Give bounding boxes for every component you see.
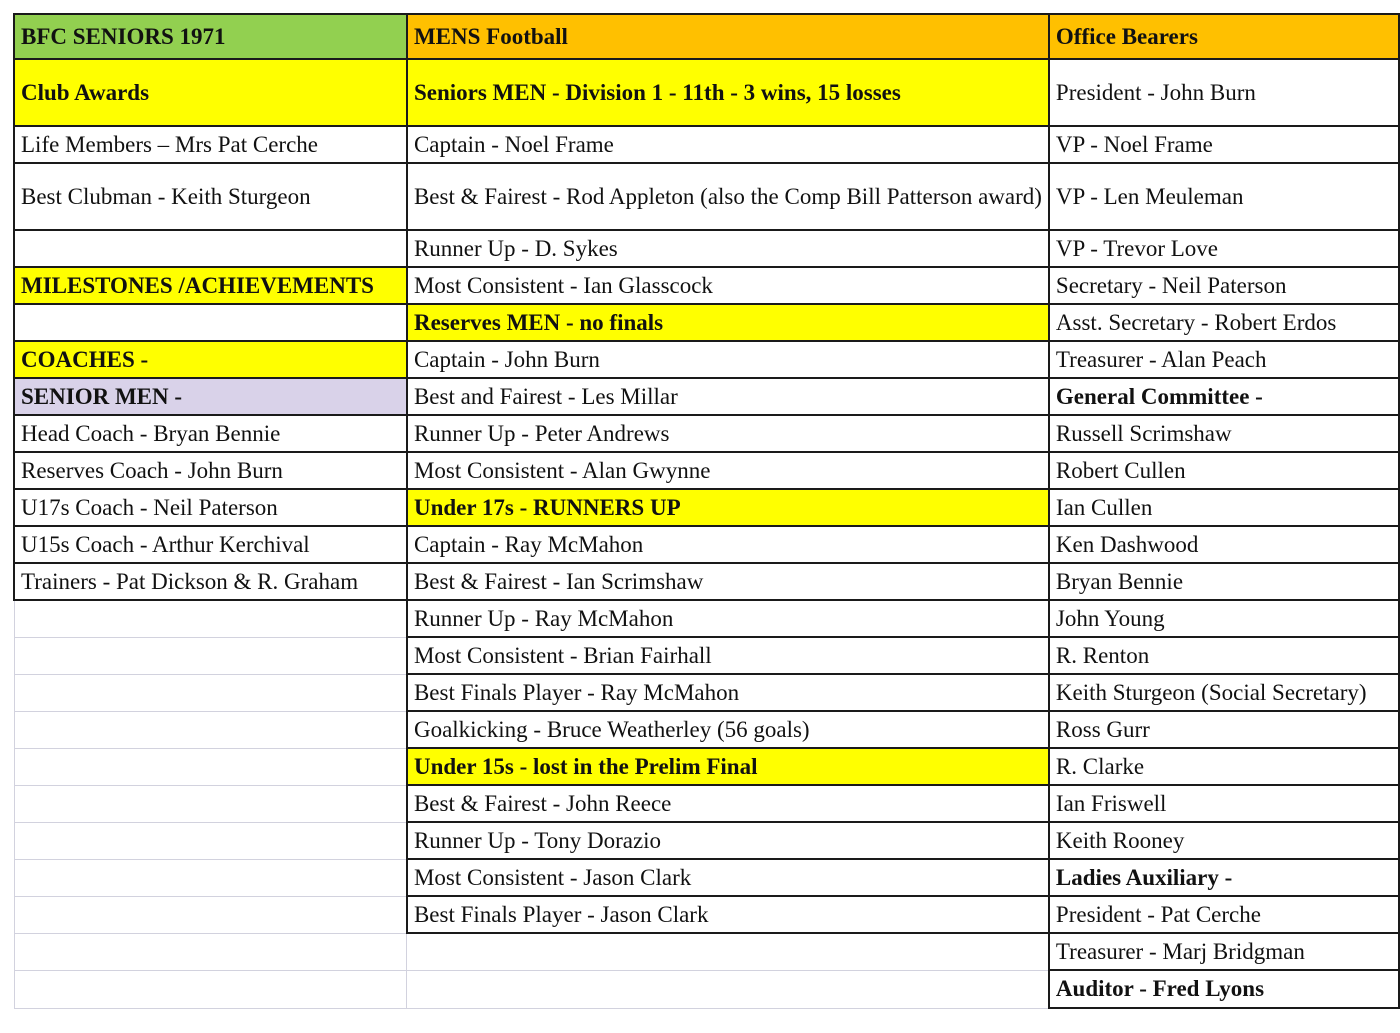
table-cell[interactable]: Runner Up - D. Sykes	[407, 230, 1049, 267]
table-cell[interactable]	[14, 748, 407, 785]
table-row	[14, 637, 1399, 674]
table-cell[interactable]: Bryan Bennie	[1049, 563, 1399, 600]
table-row	[14, 304, 1399, 341]
table-row	[14, 674, 1399, 711]
table-cell[interactable]: Ross Gurr	[1049, 711, 1399, 748]
table-row	[14, 415, 1399, 452]
table-cell[interactable]	[407, 933, 1049, 970]
table-row	[14, 785, 1399, 822]
table-row	[14, 600, 1399, 637]
table-cell[interactable]: U15s Coach - Arthur Kerchival	[14, 526, 407, 563]
table-cell[interactable]	[14, 637, 407, 674]
table-cell[interactable]: Ian Cullen	[1049, 489, 1399, 526]
table-cell[interactable]: Under 15s - lost in the Prelim Final	[407, 748, 1049, 785]
spreadsheet-body	[14, 14, 1399, 1008]
table-row	[14, 711, 1399, 748]
table-row	[14, 896, 1399, 933]
table-cell[interactable]: MILESTONES /ACHIEVEMENTS	[14, 267, 407, 304]
table-cell[interactable]: Treasurer - Marj Bridgman	[1049, 933, 1399, 970]
table-cell[interactable]: Best & Fairest - Ian Scrimshaw	[407, 563, 1049, 600]
table-cell[interactable]: Ian Friswell	[1049, 785, 1399, 822]
table-cell[interactable]: Most Consistent - Jason Clark	[407, 859, 1049, 896]
table-row	[14, 933, 1399, 970]
table-cell[interactable]: Most Consistent - Alan Gwynne	[407, 452, 1049, 489]
table-cell[interactable]: Best Finals Player - Jason Clark	[407, 896, 1049, 933]
table-cell[interactable]: Runner Up - Tony Dorazio	[407, 822, 1049, 859]
table-cell[interactable]: VP - Len Meuleman	[1049, 163, 1399, 230]
table-cell[interactable]	[14, 785, 407, 822]
table-cell[interactable]: Best & Fairest - Rod Appleton (also the Comp Bill Patterson award)	[407, 163, 1049, 230]
table-cell[interactable]	[14, 896, 407, 933]
table-cell[interactable]: Best Clubman - Keith Sturgeon	[14, 163, 407, 230]
table-cell[interactable]	[14, 674, 407, 711]
header-cell-1[interactable]: BFC SENIORS 1971	[14, 14, 407, 59]
table-cell[interactable]: Asst. Secretary - Robert Erdos	[1049, 304, 1399, 341]
table-row	[14, 748, 1399, 785]
table-cell[interactable]: Secretary - Neil Paterson	[1049, 267, 1399, 304]
table-row	[14, 452, 1399, 489]
table-cell[interactable]: Head Coach - Bryan Bennie	[14, 415, 407, 452]
table-cell[interactable]: Keith Sturgeon (Social Secretary)	[1049, 674, 1399, 711]
table-cell[interactable]: COACHES -	[14, 341, 407, 378]
table-cell[interactable]: President - John Burn	[1049, 59, 1399, 126]
table-cell[interactable]: Treasurer - Alan Peach	[1049, 341, 1399, 378]
table-cell[interactable]	[14, 933, 407, 970]
table-cell[interactable]: Russell Scrimshaw	[1049, 415, 1399, 452]
table-row	[14, 59, 1399, 126]
table-row	[14, 341, 1399, 378]
table-cell[interactable]: Captain - Noel Frame	[407, 126, 1049, 163]
table-cell[interactable]: Captain - Ray McMahon	[407, 526, 1049, 563]
table-cell[interactable]: Under 17s - RUNNERS UP	[407, 489, 1049, 526]
table-cell[interactable]: U17s Coach - Neil Paterson	[14, 489, 407, 526]
table-cell[interactable]	[14, 600, 407, 637]
header-cell-2[interactable]: MENS Football	[407, 14, 1049, 59]
table-cell[interactable]	[14, 970, 407, 1008]
table-cell[interactable]: General Committee -	[1049, 378, 1399, 415]
table-cell[interactable]: SENIOR MEN -	[14, 378, 407, 415]
table-cell[interactable]: Reserves Coach - John Burn	[14, 452, 407, 489]
table-cell[interactable]: Best and Fairest - Les Millar	[407, 378, 1049, 415]
table-row	[14, 163, 1399, 230]
table-row	[14, 859, 1399, 896]
table-cell[interactable]: Club Awards	[14, 59, 407, 126]
table-cell[interactable]: Best Finals Player - Ray McMahon	[407, 674, 1049, 711]
table-cell[interactable]: Reserves MEN - no finals	[407, 304, 1049, 341]
table-row	[14, 126, 1399, 163]
table-cell[interactable]: Runner Up - Ray McMahon	[407, 600, 1049, 637]
table-cell[interactable]: Life Members – Mrs Pat Cerche	[14, 126, 407, 163]
table-cell[interactable]: Robert Cullen	[1049, 452, 1399, 489]
table-row	[14, 526, 1399, 563]
table-cell[interactable]: Goalkicking - Bruce Weatherley (56 goals)	[407, 711, 1049, 748]
table-cell[interactable]: Trainers - Pat Dickson & R. Graham	[14, 563, 407, 600]
table-row	[14, 267, 1399, 304]
table-cell[interactable]: VP - Noel Frame	[1049, 126, 1399, 163]
header-row	[14, 14, 1399, 59]
table-cell[interactable]	[14, 304, 407, 341]
table-cell[interactable]: Most Consistent - Brian Fairhall	[407, 637, 1049, 674]
table-cell[interactable]: Auditor - Fred Lyons	[1049, 970, 1399, 1008]
table-cell[interactable]: Most Consistent - Ian Glasscock	[407, 267, 1049, 304]
table-cell[interactable]: Ken Dashwood	[1049, 526, 1399, 563]
table-cell[interactable]: Runner Up - Peter Andrews	[407, 415, 1049, 452]
table-cell[interactable]: R. Clarke	[1049, 748, 1399, 785]
table-cell[interactable]: John Young	[1049, 600, 1399, 637]
table-cell[interactable]: President - Pat Cerche	[1049, 896, 1399, 933]
table-row	[14, 822, 1399, 859]
table-cell[interactable]	[14, 822, 407, 859]
table-cell[interactable]: Seniors MEN - Division 1 - 11th - 3 wins, 15 losses	[407, 59, 1049, 126]
table-cell[interactable]: Captain - John Burn	[407, 341, 1049, 378]
table-row	[14, 230, 1399, 267]
table-cell[interactable]: Keith Rooney	[1049, 822, 1399, 859]
table-cell[interactable]	[14, 711, 407, 748]
header-cell-3[interactable]: Office Bearers	[1049, 14, 1399, 59]
table-cell[interactable]: Ladies Auxiliary -	[1049, 859, 1399, 896]
table-row	[14, 489, 1399, 526]
table-row	[14, 970, 1399, 1008]
table-row	[14, 563, 1399, 600]
table-cell[interactable]: R. Renton	[1049, 637, 1399, 674]
table-cell[interactable]: Best & Fairest - John Reece	[407, 785, 1049, 822]
table-cell[interactable]	[14, 859, 407, 896]
table-cell[interactable]	[14, 230, 407, 267]
table-row	[14, 378, 1399, 415]
table-cell[interactable]: VP - Trevor Love	[1049, 230, 1399, 267]
table-cell[interactable]	[407, 970, 1049, 1008]
spreadsheet-table	[13, 13, 1400, 1009]
